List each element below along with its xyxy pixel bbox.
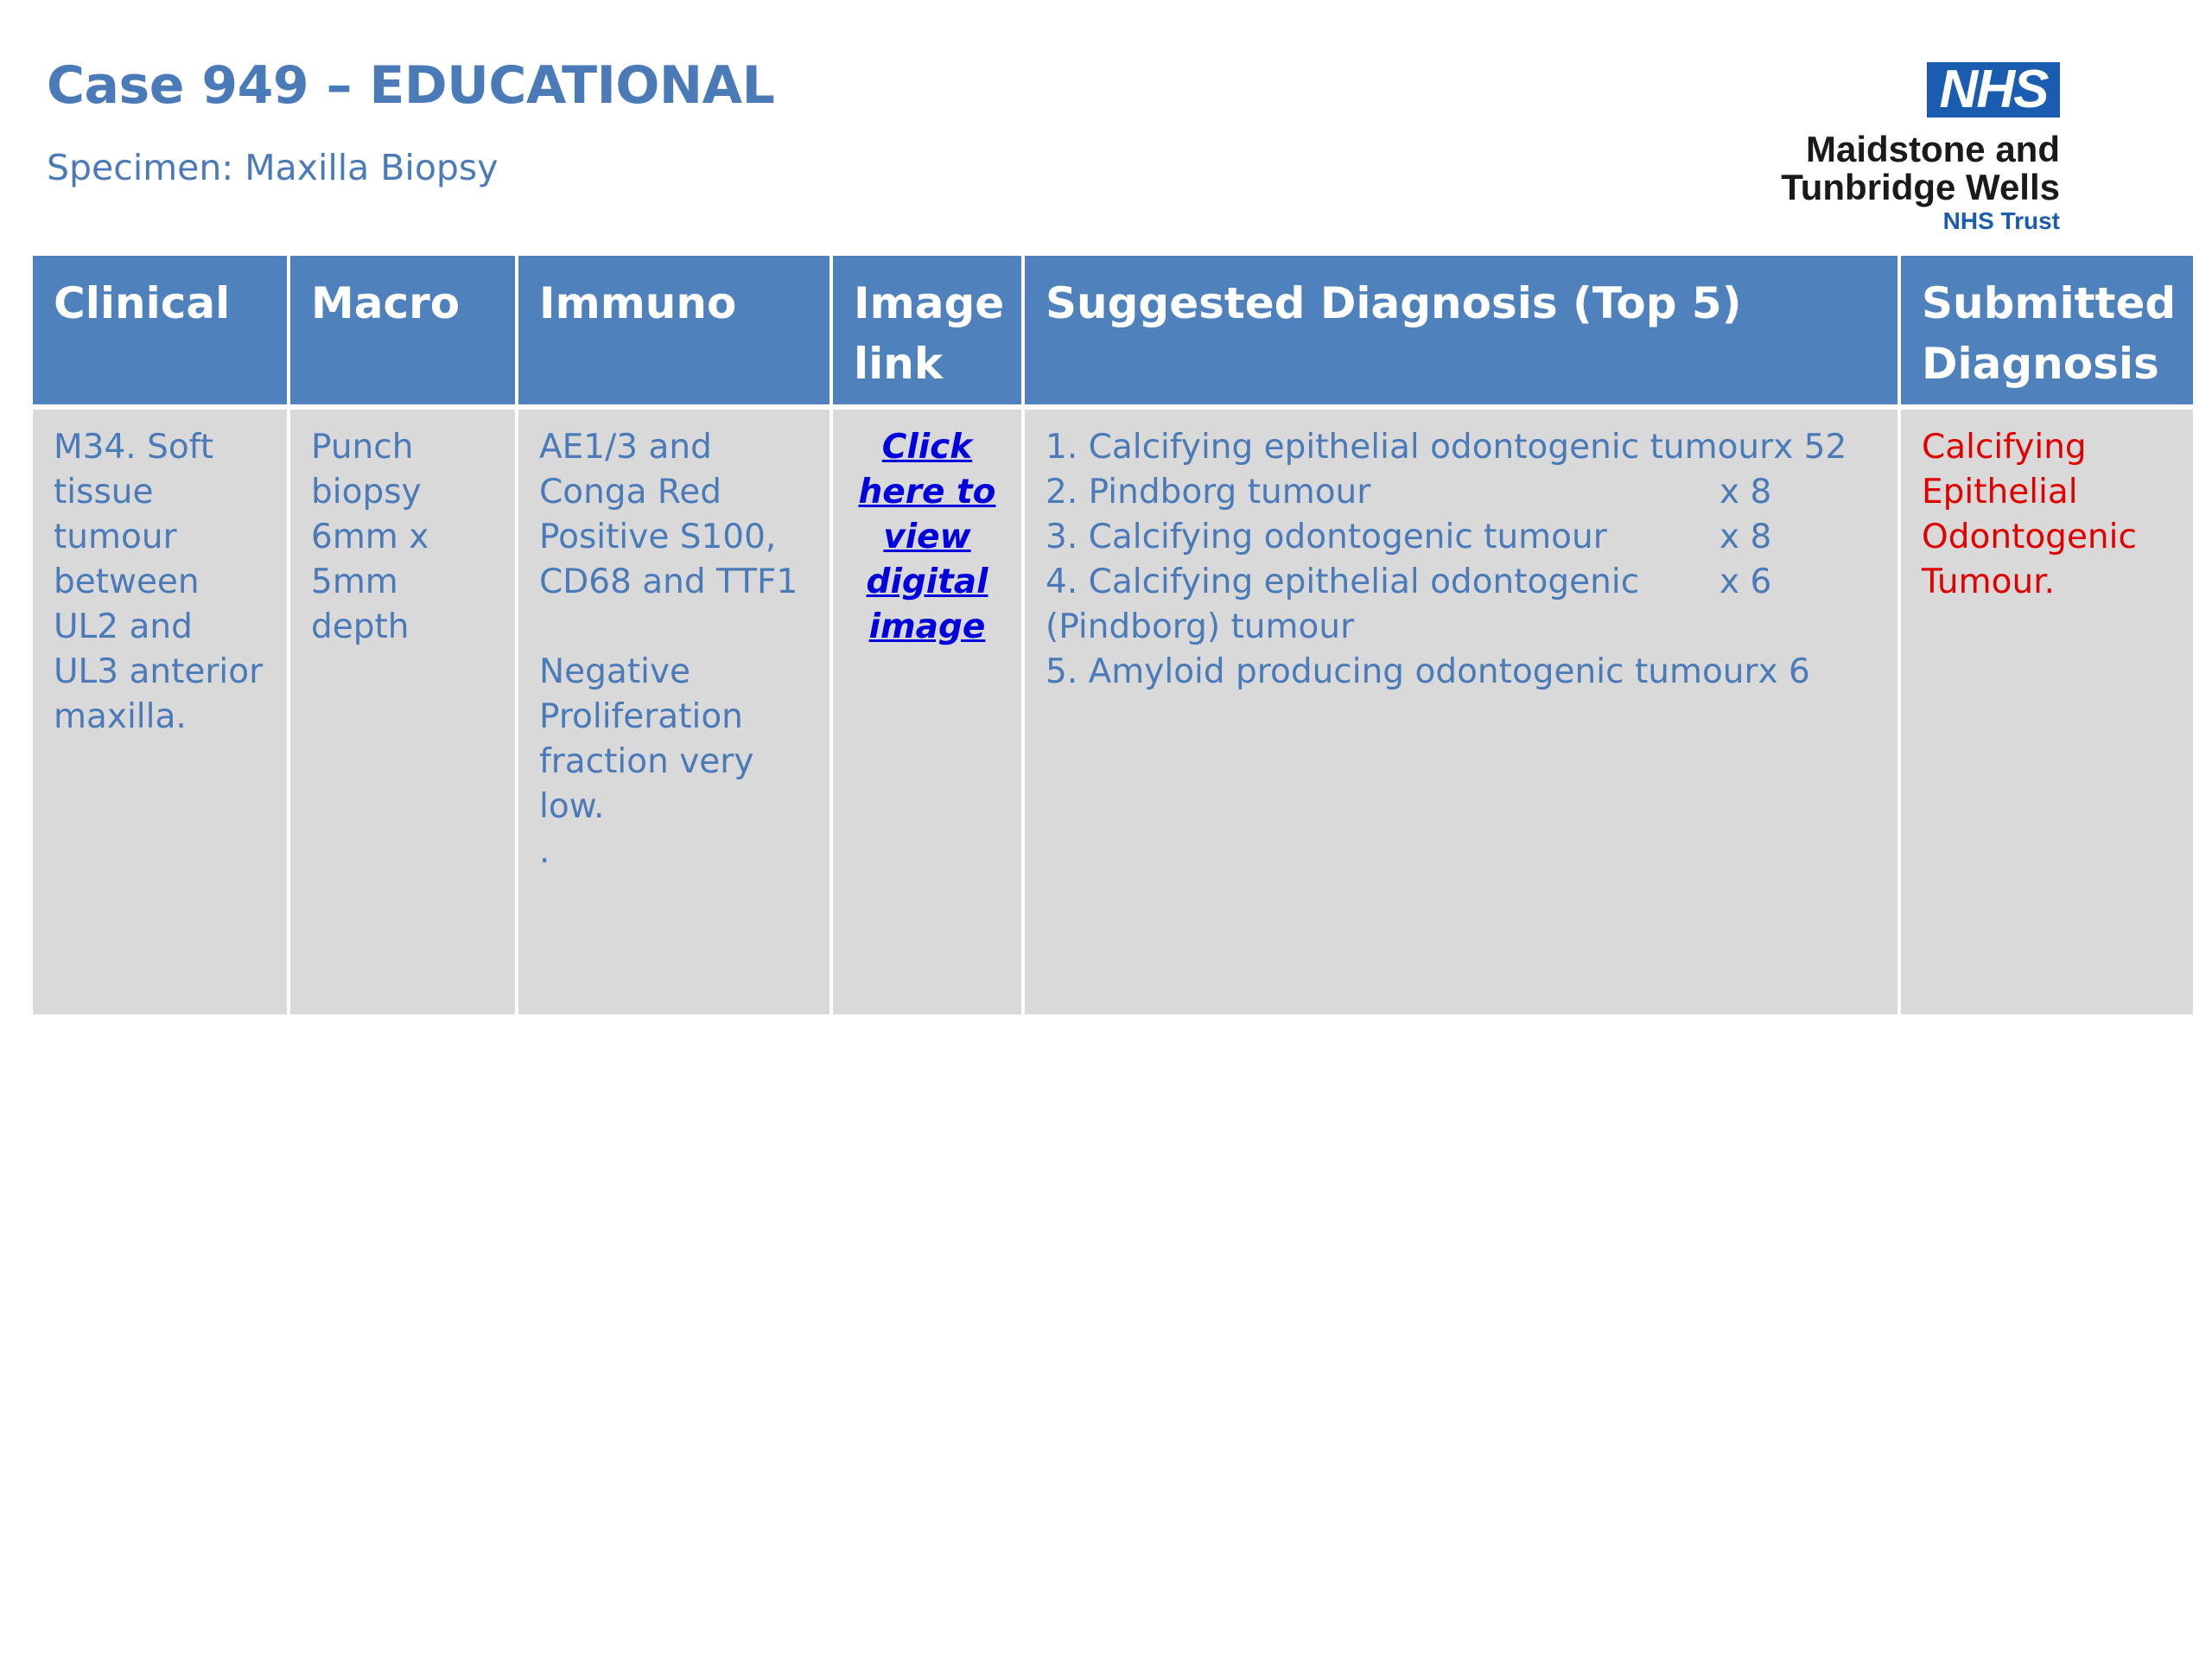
suggested-diagnosis-text: 2. Pindborg tumour — [1046, 473, 1371, 512]
suggested-diagnosis-count: x 6 — [1719, 563, 1772, 601]
cell-macro: Punch biopsy 6mm x 5mm depth — [289, 407, 517, 1014]
list-item — [1046, 425, 1877, 470]
list-item — [1046, 650, 1877, 695]
logo-trust-name-line1: Maidstone and — [1805, 129, 2060, 169]
list-item — [1046, 515, 1877, 560]
immuno-trailing: . — [539, 832, 550, 871]
suggested-diagnosis-text: (Pindborg) tumour — [1046, 607, 1355, 646]
table-row — [33, 407, 2193, 1014]
list-item — [1046, 470, 1877, 515]
suggested-diagnosis-count: x 8 — [1719, 518, 1772, 556]
view-digital-image-link[interactable]: Click here to view digital image — [858, 428, 996, 646]
suggested-diagnosis-count: x 8 — [1719, 473, 1772, 512]
cell-immuno — [517, 407, 831, 1014]
table-header-row — [33, 256, 2193, 407]
page-title: Case 949 – EDUCATIONAL — [47, 55, 775, 116]
suggested-diagnosis-count: x 6 — [1758, 652, 1810, 691]
header-image-link: Image link — [831, 256, 1023, 407]
suggested-diagnosis-text: 1. Calcifying epithelial odontogenic tumour — [1046, 428, 1774, 467]
logo-trust-name-line2: Tunbridge Wells — [1781, 167, 2060, 207]
nhs-trust-logo — [1662, 62, 2060, 235]
header-suggested-diagnosis: Suggested Diagnosis (Top 5) — [1023, 256, 1899, 407]
suggested-diagnosis-text: 3. Calcifying odontogenic tumour — [1046, 518, 1607, 556]
logo-trust-label: NHS Trust — [1942, 207, 2060, 234]
header-submitted-diagnosis: Submitted Diagnosis — [1899, 256, 2193, 407]
suggested-diagnosis-text: 5. Amyloid producing odontogenic tumour — [1046, 652, 1758, 691]
header-macro: Macro — [289, 256, 517, 407]
cell-submitted-diagnosis: Calcifying Epithelial Odontogenic Tumour. — [1899, 407, 2193, 1014]
list-item — [1046, 605, 1877, 650]
list-item — [1046, 560, 1877, 605]
suggested-diagnosis-count: x 52 — [1773, 428, 1847, 467]
header-clinical: Clinical — [33, 256, 289, 407]
case-table — [33, 256, 2193, 1014]
specimen-subtitle: Specimen: Maxilla Biopsy — [47, 147, 499, 188]
suggested-diagnosis-text: 4. Calcifying epithelial odontogenic — [1046, 563, 1640, 601]
cell-image-link — [831, 407, 1023, 1014]
header-immuno: Immuno — [517, 256, 831, 407]
suggested-diagnosis-count — [1719, 605, 1877, 650]
immuno-positive: AE1/3 and Conga Red Positive S100, CD68 and TTF1 — [539, 428, 798, 601]
cell-suggested-diagnosis — [1023, 407, 1899, 1014]
immuno-negative: Negative Proliferation fraction very low. — [539, 652, 754, 826]
cell-clinical: M34. Soft tissue tumour between UL2 and UL3 anterior maxilla. — [33, 407, 289, 1014]
nhs-logo-box: NHS — [1927, 62, 2060, 118]
